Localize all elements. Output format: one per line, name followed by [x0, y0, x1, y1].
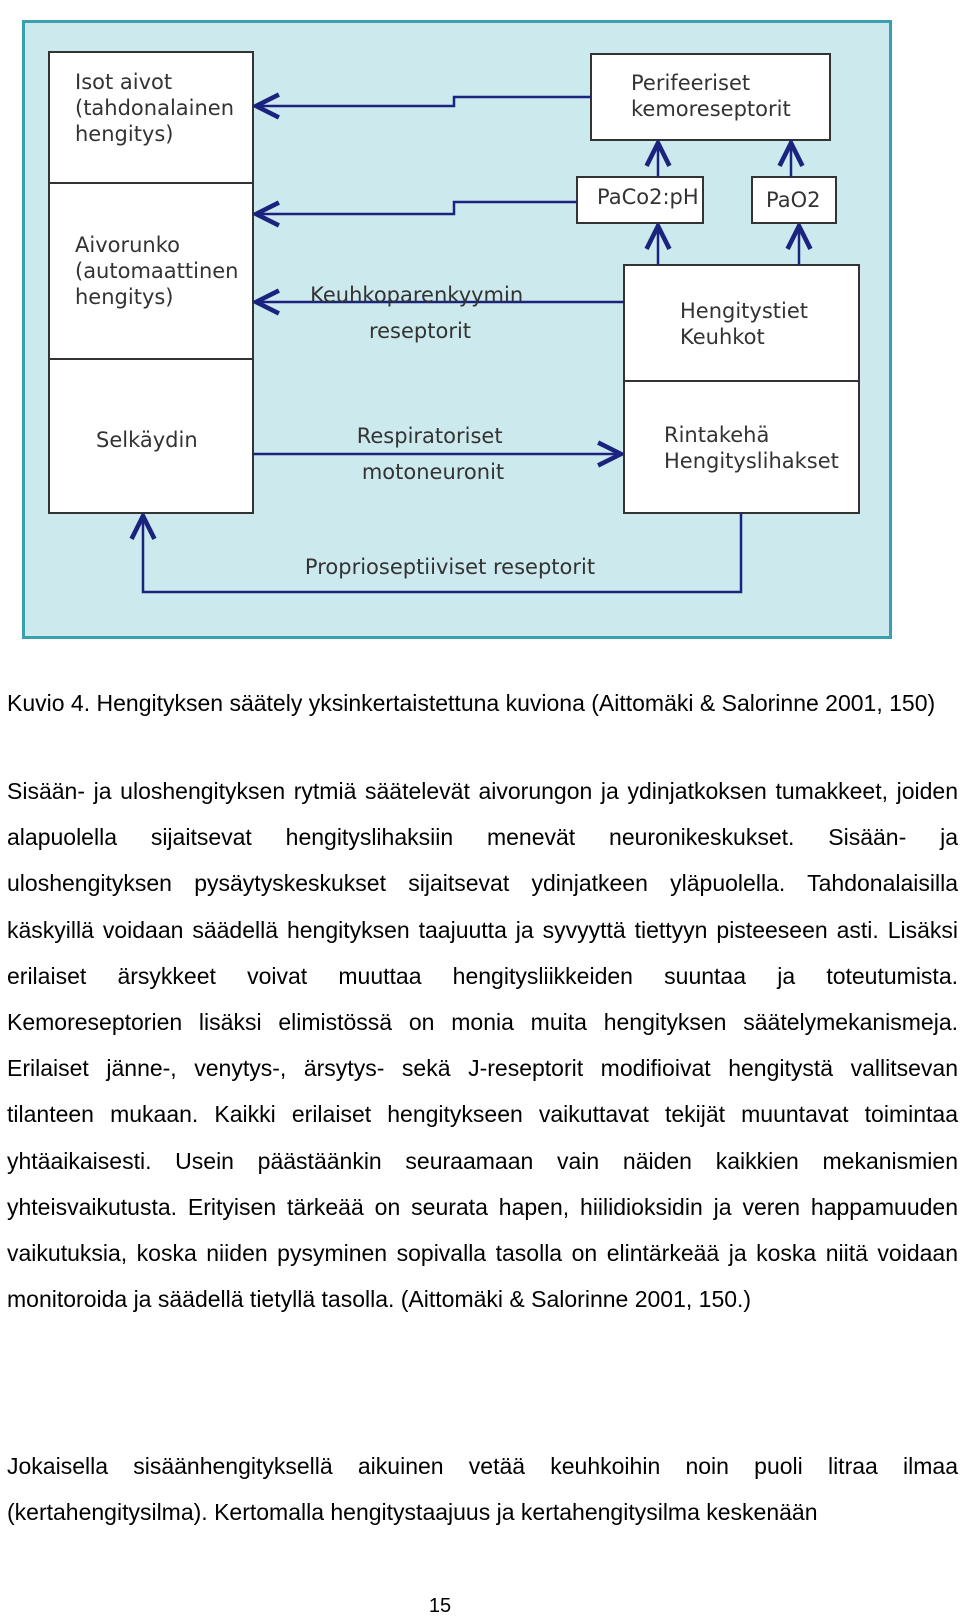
label-brainstem: Aivorunko (automaattinen hengitys) [75, 233, 239, 309]
body-paragraph: Jokaisella sisäänhengityksellä aikuinen vetää keuhkoihin noin puoli litraa ilmaa (kertahengitysilma). Kertomalla hengitystaajuus ja kertahengitysilma keskenään [7, 1453, 958, 1526]
label-chest-muscles: Rintakehä Hengityslihakset [664, 423, 839, 473]
label-cerebrum: Isot aivot (tahdonalainen hengitys) [75, 70, 235, 146]
label-spinal-cord: Selkäydin [96, 428, 198, 452]
label-paco2-ph: PaCo2:pH [597, 185, 699, 209]
label-pao2: PaO2 [766, 188, 821, 212]
respiration-regulation-diagram [22, 20, 922, 665]
label-peripheral-chemoreceptors: Perifeeriset kemoreseptorit [631, 71, 791, 121]
box-chest-muscles [624, 381, 859, 513]
label-airways-lungs: Hengitystiet Keuhkot [680, 299, 809, 349]
figure-caption: Kuvio 4. Hengityksen säätely yksinkertaistettuna kuviona (Aittomäki & Salorinne 2001, 150) [7, 690, 936, 716]
body-paragraph: Sisään- ja uloshengityksen rytmiä säätelevät aivorungon ja ydinjatkoksen tumakkeet, joiden alapuolella sijaitsevat hengityslihaksiin menevät neuronikeskukset. Sisään- ja uloshengityksen pysäytyskeskukset sijaitsevat ydinjatkeen yläpuolella. Tahdonalaisilla käskyillä voidaan säädellä hengityksen taajuutta ja syvyyttä tiettyyn pisteeseen asti. Lisäksi erilaiset ärsykkeet voivat muuttaa hengitysliikkeiden suuntaa ja toteutumista. Kemoreseptorien lisäksi elimistössä on monia muita hengityksen säätelymekanismeja. Erilaiset jänne-, venytys-, ärsytys- sekä J-reseptorit modifioivat hengitystä vallitsevan tilanteen mukaan. Kaikki erilaiset hengitykseen vaikuttavat tekijät muuntavat toimintaa yhtäaikaisesti. Usein päästäänkin seuraamaan vain näiden kaikkien mekanismien yhteisvaikutusta. Erityisen tärkeää on seurata hapen, hiilidioksidin ja veren happamuuden vaikutuksia, koska niiden pysyminen sopivalla tasolla on elintärkeää ja koska niitä voidaan monitoroida ja säädellä tietyllä tasolla. (Aittomäki & Salorinne 2001, 150.) [7, 778, 958, 1313]
label-motoneurons: Respiratoriset motoneuronit [356, 424, 505, 484]
label-lung-receptors: Keuhkoparenkyymin reseptorit [310, 283, 524, 343]
label-proprioceptive: Proprioseptiiviset reseptorit [304, 555, 596, 579]
page-number: 15 [428, 1595, 452, 1617]
box-airways-lungs [624, 265, 859, 381]
